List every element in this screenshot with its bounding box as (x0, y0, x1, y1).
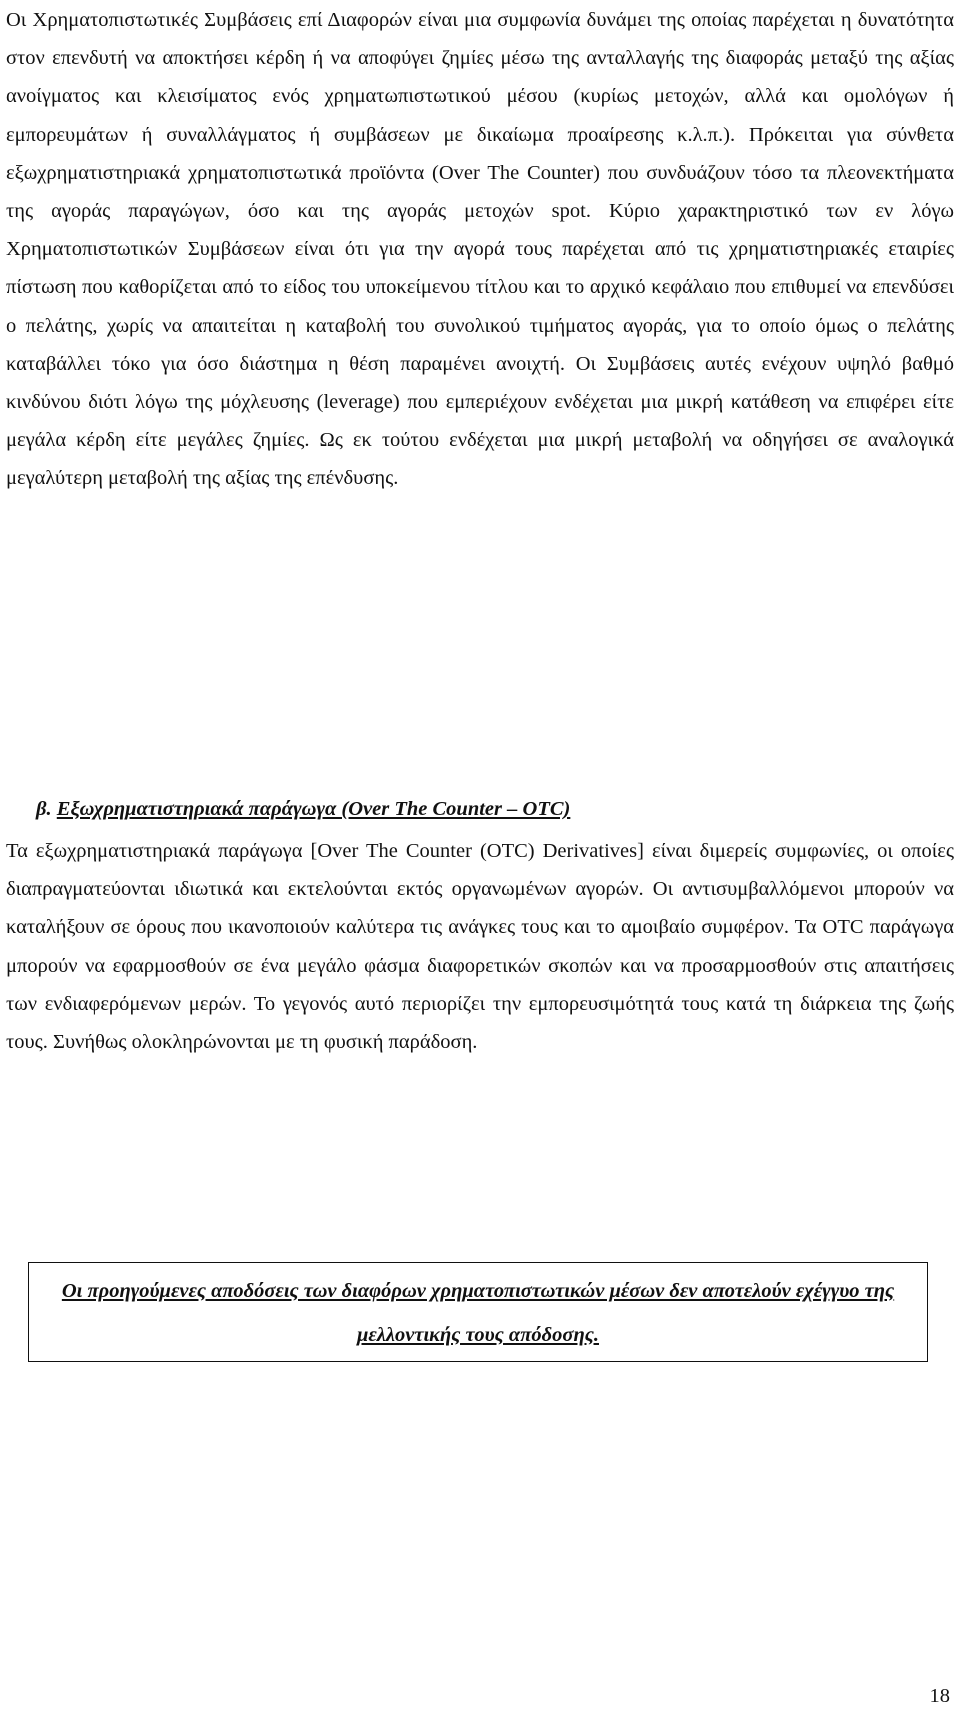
section-number: β. (36, 798, 52, 820)
body-paragraph-otc: Τα εξωχρηματιστηριακά παράγωγα [Over The Counter (OTC) Derivatives] είναι διμερείς συμφωνίες, οι οποίες διαπραγματεύονται ιδιωτικά και εκτελούνται εκτός οργανωμένων αγορών. Οι αντισυμβαλλόμενοι μπορούν να καταλήξουν σε όρους που ικανοποιούν καλύτερα τις ανάγκες τους και το αμοιβαίο συμφέρον. Τα OTC παράγωγα μπορούν να εφαρμοσθούν σε ένα μεγάλο φάσμα διαφορετικών σκοπών και να προσαρμοσθούν στις απαιτήσεις των ενδιαφερόμενων μερών. Το γεγονός αυτό περιορίζει την εμπορευσιμότητά τους κατά τη διάρκεια της ζωής τους. Συνήθως ολοκληρώνονται με τη φυσική παράδοση. (6, 840, 954, 1054)
page-number: 18 (929, 1685, 950, 1707)
section-heading (6, 790, 954, 828)
section-title: Εξωχρηματιστηριακά παράγωγα (Over The Counter – OTC) (56, 798, 571, 820)
body-paragraph-cfd: Οι Χρηματοπιστωτικές Συμβάσεις επί Διαφορών είναι μια συμφωνία δυνάμει της οποίας παρέχεται η δυνατότητα στον επενδυτή να αποκτήσει κέρδη ή να αποφύγει ζημίες μέσω της ανταλλαγής της διαφοράς μεταξύ της αξίας ανοίγματος και κλεισίματος ενός χρηματωπιστωτικού μέσου (κυρίως μετοχών, αλλά και ομολόγων ή εμπορευμάτων ή συναλλάγματος ή συμβάσεων με δικαίωμα προαίρεσης κ.λ.π.). Πρόκειται για σύνθετα εξωχρηματιστηριακά χρηματοπιστωτικά προϊόντα (Over The Counter) που συνδυάζουν τόσο τα πλεονεκτήματα της αγοράς παραγώγων, όσο και της αγοράς μετοχών spot. Κύριο χαρακτηριστικό των εν λόγω Χρηματοπιστωτικών Συμβάσεων είναι ότι για την αγορά τους παρέχεται από τις χρηματιστηριακές εταιρίες πίστωση που καθορίζεται από το είδος του υποκείμενου τίτλου και το αρχικό κεφάλαιο που επιθυμεί να επενδύσει ο πελάτης, χωρίς να απαιτείται η καταβολή του συνολικού τιμήματος αγοράς, για το οποίο όμως ο πελάτης καταβάλλει τόκο για όσο διάστημα η θέση παραμένει ανοιχτή. Οι Συμβάσεις αυτές ενέχουν υψηλό βαθμό κινδύνου διότι λόγω της μόχλευσης (leverage) που εμπεριέχουν ενδέχεται μια μικρή κατάθεση να επιφέρει είτε μεγάλα κέρδη είτε μεγάλες ζημίες. Ως εκ τούτου ενδέχεται μια μικρή μεταβολή να οδηγήσει σε αναλογικά μεγαλύτερη μεταβολή της αξίας της επένδυσης. (6, 9, 954, 490)
disclaimer-box: Οι προηγούμενες αποδόσεις των διαφόρων χρηματοπιστωτικών μέσων δεν αποτελούν εχέγγυο της μελλοντικής τους απόδοσης. (28, 1262, 928, 1362)
